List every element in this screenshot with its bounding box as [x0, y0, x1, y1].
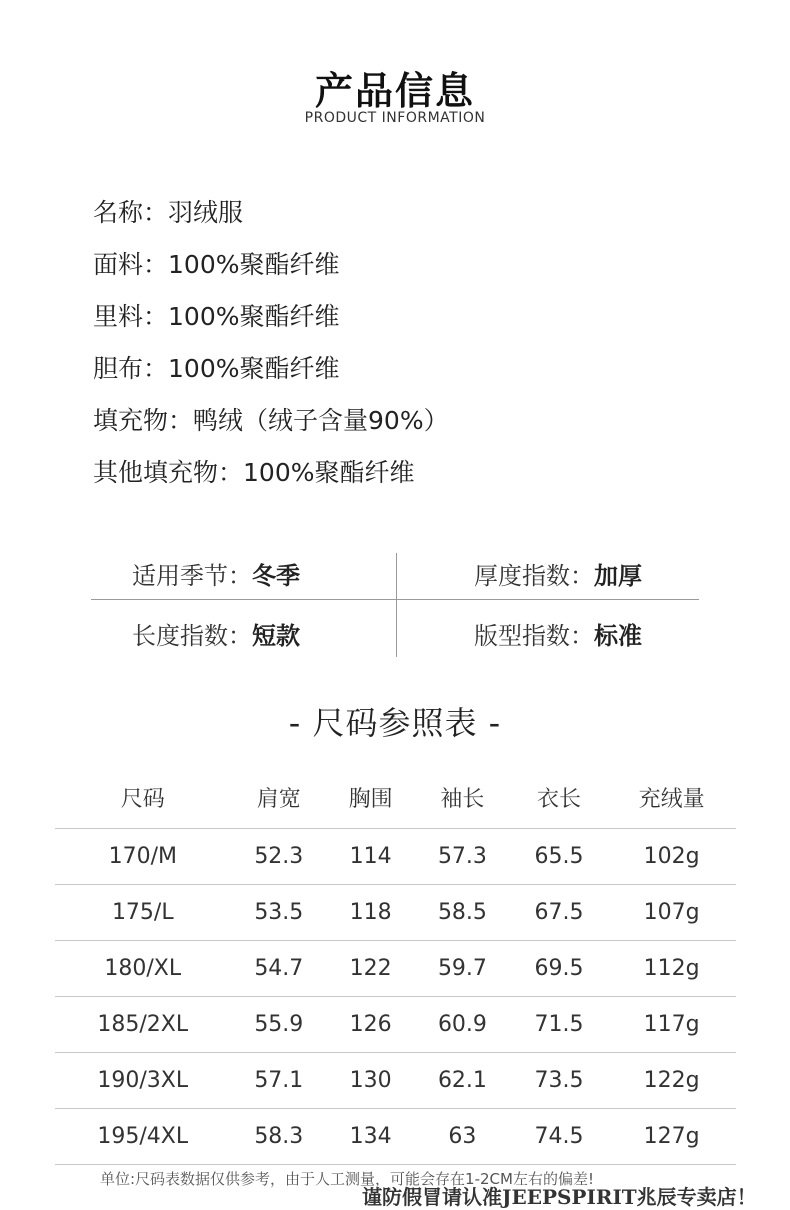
info-value: 羽绒服 [168, 198, 244, 227]
table-row [55, 997, 736, 1053]
table-cell: 52.3 [231, 829, 328, 885]
attributes-divider-v [396, 553, 397, 657]
info-value: 100%聚酯纤维 [243, 458, 415, 487]
table-cell: 122 [327, 941, 414, 997]
info-fabric [93, 245, 340, 281]
table-cell: 180/XL [55, 941, 231, 997]
attr-value: 标准 [594, 622, 642, 650]
table-cell: 55.9 [231, 997, 328, 1053]
table-row [55, 941, 736, 997]
table-cell: 58.3 [231, 1109, 328, 1165]
attr-label: 厚度指数： [474, 562, 594, 590]
column-header-shoulder: 肩宽 [231, 766, 328, 829]
table-cell: 71.5 [511, 997, 608, 1053]
attr-value: 加厚 [594, 562, 642, 590]
info-label: 胆布： [93, 354, 169, 383]
info-label: 面料： [93, 250, 169, 279]
table-cell: 57.3 [414, 829, 511, 885]
info-lining [93, 297, 340, 333]
attr-length [132, 616, 300, 651]
table-cell: 58.5 [414, 885, 511, 941]
table-row [55, 885, 736, 941]
info-value: 鸭绒（绒子含量90%） [193, 406, 449, 435]
attr-label: 长度指数： [132, 622, 252, 650]
table-cell: 114 [327, 829, 414, 885]
attr-fit [474, 616, 642, 651]
table-cell: 122g [607, 1053, 736, 1109]
table-row [55, 1109, 736, 1165]
table-cell: 54.7 [231, 941, 328, 997]
table-cell: 107g [607, 885, 736, 941]
table-row [55, 829, 736, 885]
table-cell: 102g [607, 829, 736, 885]
info-label: 里料： [93, 302, 169, 331]
attributes-divider-h [91, 599, 699, 600]
column-header-chest: 胸围 [327, 766, 414, 829]
column-header-fill-weight: 充绒量 [607, 766, 736, 829]
info-value: 100%聚酯纤维 [168, 302, 340, 331]
table-row [55, 1053, 736, 1109]
table-cell: 74.5 [511, 1109, 608, 1165]
table-cell: 112g [607, 941, 736, 997]
info-value: 100%聚酯纤维 [168, 250, 340, 279]
table-cell: 126 [327, 997, 414, 1053]
table-cell: 170/M [55, 829, 231, 885]
size-chart-title: - 尺码参照表 - [288, 704, 502, 742]
table-cell: 63 [414, 1109, 511, 1165]
table-cell: 62.1 [414, 1053, 511, 1109]
table-cell: 118 [327, 885, 414, 941]
table-cell: 117g [607, 997, 736, 1053]
table-cell: 69.5 [511, 941, 608, 997]
attr-label: 版型指数： [474, 622, 594, 650]
table-cell: 195/4XL [55, 1109, 231, 1165]
table-cell: 65.5 [511, 829, 608, 885]
store-watermark: 谨防假冒请认准JEEPSPIRIT兆辰专卖店！ [362, 1185, 757, 1209]
info-inner-fabric [93, 349, 340, 385]
size-chart-table [55, 766, 736, 1165]
info-label: 其他填充物： [93, 458, 244, 487]
table-cell: 59.7 [414, 941, 511, 997]
table-cell: 53.5 [231, 885, 328, 941]
page-subtitle: PRODUCT INFORMATION [304, 110, 486, 126]
table-cell: 130 [327, 1053, 414, 1109]
info-label: 填充物： [93, 406, 194, 435]
table-cell: 134 [327, 1109, 414, 1165]
info-name [93, 193, 243, 229]
measurement-note: 单位:尺码表数据仅供参考，由于人工测量，可能会存在1-2CM左右的偏差! [100, 1170, 594, 1188]
info-filling [93, 401, 449, 437]
info-value: 100%聚酯纤维 [168, 354, 340, 383]
table-cell: 127g [607, 1109, 736, 1165]
attr-label: 适用季节： [132, 562, 252, 590]
column-header-size: 尺码 [55, 766, 231, 829]
attr-thickness [474, 556, 642, 591]
attr-value: 短款 [252, 622, 300, 650]
size-chart-header-row [55, 766, 736, 829]
attr-season [132, 556, 300, 591]
table-cell: 73.5 [511, 1053, 608, 1109]
table-cell: 60.9 [414, 997, 511, 1053]
table-cell: 67.5 [511, 885, 608, 941]
column-header-sleeve: 袖长 [414, 766, 511, 829]
info-other-filling [93, 453, 415, 489]
attr-value: 冬季 [252, 562, 300, 590]
column-header-length: 衣长 [511, 766, 608, 829]
table-cell: 185/2XL [55, 997, 231, 1053]
table-cell: 57.1 [231, 1053, 328, 1109]
page-title: 产品信息 [314, 69, 475, 113]
table-cell: 190/3XL [55, 1053, 231, 1109]
table-cell: 175/L [55, 885, 231, 941]
info-label: 名称： [93, 198, 169, 227]
